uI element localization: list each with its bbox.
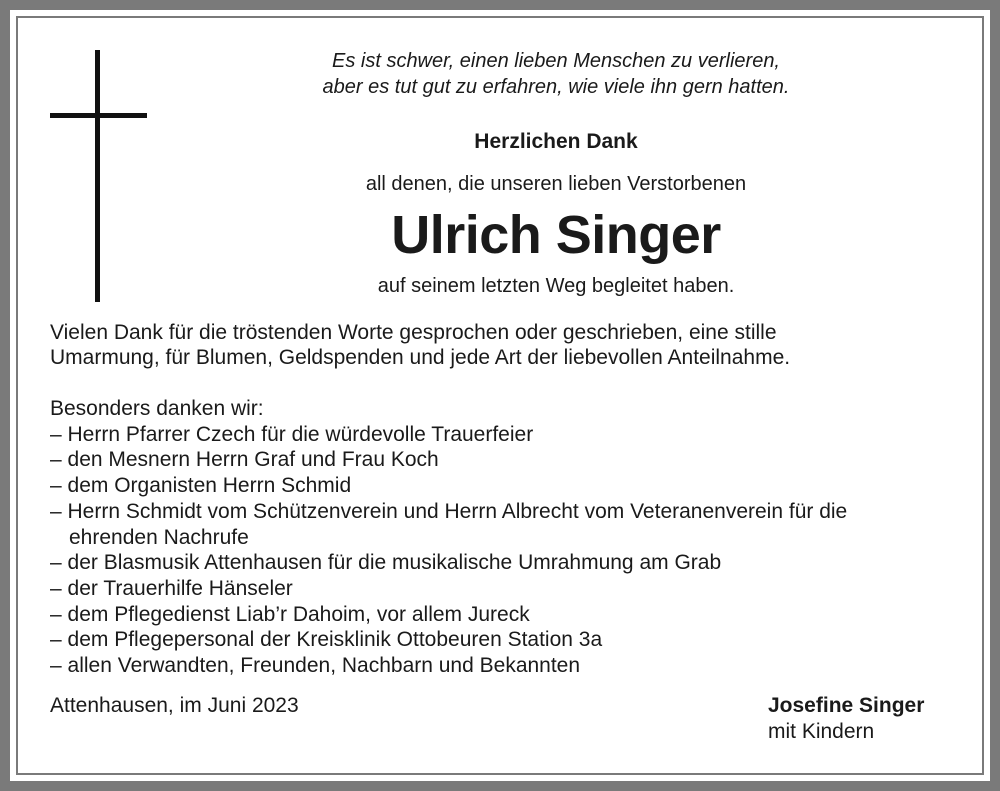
list-item: – der Blasmusik Attenhausen für die musikalische Umrahmung am Grab — [50, 551, 722, 575]
paragraph-line-1: Vielen Dank für die tröstenden Worte gesprochen oder geschrieben, eine stille — [50, 321, 777, 344]
list-item: – allen Verwandten, Freunden, Nachbarn und Bekannten — [50, 654, 581, 678]
thanks-paragraph — [50, 320, 950, 370]
list-item: – dem Pflegepersonal der Kreisklinik Ottobeuren Station 3a — [50, 628, 603, 652]
list-item: – Herrn Schmidt vom Schützenverein und Herrn Albrecht vom Veteranenverein für die — [50, 499, 848, 523]
special-thanks-title: Besonders danken wir: — [50, 397, 264, 420]
special-thanks-list — [50, 396, 950, 679]
place-date: Attenhausen, im Juni 2023 — [50, 694, 299, 717]
list-item: – den Mesnern Herrn Graf und Frau Koch — [50, 448, 439, 472]
list-item: – dem Organisten Herrn Schmid — [50, 474, 352, 498]
motto-quote — [180, 48, 932, 100]
deceased-name: Ulrich Singer — [391, 205, 721, 265]
motto-line-1: Es ist schwer, einen lieben Menschen zu verlieren, — [331, 50, 780, 72]
thanks-heading: Herzlichen Dank — [474, 130, 638, 153]
motto-line-2: aber es tut gut zu erfahren, wie viele ihn gern hatten. — [322, 76, 790, 98]
cross-horizontal-bar — [50, 113, 147, 118]
signature-subline: mit Kindern — [768, 720, 875, 743]
signature — [768, 693, 924, 745]
intro-text: all denen, die unseren lieben Verstorbenen — [365, 173, 747, 195]
list-item: – der Trauerhilfe Hänseler — [50, 576, 293, 600]
signature-name: Josefine Singer — [768, 694, 925, 717]
list-item: – dem Pflegedienst Liab’r Dahoim, vor allem Jureck — [50, 602, 530, 626]
list-item: – Herrn Pfarrer Czech für die würdevolle Trauerfeier — [50, 422, 534, 446]
paragraph-line-2: Umarmung, für Blumen, Geldspenden und jede Art der liebevollen Anteilnahme. — [50, 346, 791, 369]
farewell-text: auf seinem letzten Weg begleitet haben. — [377, 275, 735, 297]
cross-vertical-bar — [95, 50, 100, 302]
list-item-continuation: ehrenden Nachrufe — [69, 525, 249, 549]
